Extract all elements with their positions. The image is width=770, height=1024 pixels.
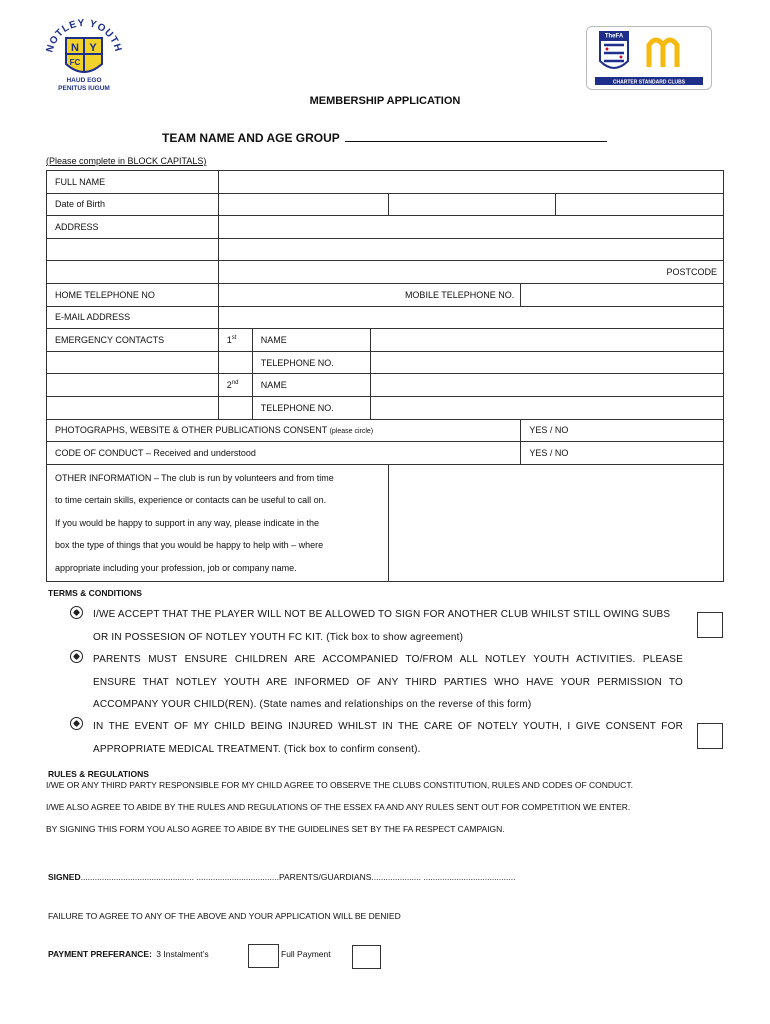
address-spacer-2 bbox=[47, 261, 219, 284]
football-bullet-icon bbox=[70, 650, 83, 663]
svg-text:NOTLEY YOUTH: NOTLEY YOUTH bbox=[44, 18, 124, 54]
block-capitals-note: (Please complete in BLOCK CAPITALS) bbox=[46, 156, 207, 166]
mobile-tel-label[interactable]: MOBILE TELEPHONE NO. bbox=[218, 283, 521, 306]
football-bullet-icon bbox=[70, 717, 83, 730]
term-3: IN THE EVENT OF MY CHILD BEING INJURED WHILST IN THE CARE OF NOTELY YOUTH, I GIVE CONSENT FOR APPROPRIATE MEDICAL TREATMENT. (Tick box to confirm consent). bbox=[93, 721, 683, 755]
signed-label: SIGNED bbox=[48, 872, 81, 882]
svg-text:N: N bbox=[71, 42, 79, 54]
dob-label: Date of Birth bbox=[47, 193, 219, 216]
first-contact-spacer bbox=[218, 351, 252, 374]
address-label: ADDRESS bbox=[47, 216, 219, 239]
other-information-input[interactable] bbox=[388, 464, 723, 582]
address-line-2[interactable] bbox=[218, 238, 723, 261]
team-label: TEAM NAME AND AGE GROUP bbox=[162, 131, 340, 145]
term-2: PARENTS MUST ENSURE CHILDREN ARE ACCOMPANIED TO/FROM ALL NOTLEY YOUTH ACTIVITIES. PLEASE ENSURE THAT NOTLEY YOUTH ARE INFORMED OF ANY THIRD PARTIES WHO HAVE YOUR PERMISSION TO ACCOMPANY YOUR CHILD(REN). (State names and relationships on the reverse of this form) bbox=[93, 654, 683, 710]
first-contact-marker: 1st bbox=[218, 329, 252, 352]
email-input[interactable] bbox=[218, 306, 723, 329]
second-tel-label: TELEPHONE NO. bbox=[252, 396, 370, 419]
second-name-label: NAME bbox=[252, 374, 370, 397]
photo-consent-yes-no[interactable]: YES / NO bbox=[521, 419, 724, 442]
first-name-input[interactable] bbox=[370, 329, 723, 352]
svg-text:Y: Y bbox=[89, 42, 97, 54]
emergency-spacer bbox=[47, 374, 219, 397]
payment-preference bbox=[48, 949, 209, 959]
svg-text:TheFA: TheFA bbox=[604, 33, 624, 40]
dob-month-input[interactable] bbox=[388, 193, 556, 216]
address-line-1[interactable] bbox=[218, 216, 723, 239]
fa-charter-standard-logo bbox=[586, 26, 712, 90]
rule-1: I/WE OR ANY THIRD PARTY RESPONSIBLE FOR MY CHILD AGREE TO OBSERVE THE CLUBS CONSTITUTION, RULES AND CODES OF CONDUCT. bbox=[46, 780, 633, 790]
code-of-conduct-yes-no[interactable]: YES / NO bbox=[521, 442, 724, 465]
parents-label: PARENTS/GUARDIANS bbox=[278, 872, 372, 882]
full-payment-label: Full Payment bbox=[281, 949, 331, 959]
rule-2: I/WE ALSO AGREE TO ABIDE BY THE RULES AND REGULATIONS OF THE ESSEX FA AND ANY RULES SENT OUT FOR COMPETITION WE ENTER. bbox=[46, 802, 631, 812]
svg-text:PENITUS IUGUM: PENITUS IUGUM bbox=[58, 85, 110, 92]
instalments-label: 3 Instalment’s bbox=[156, 949, 209, 959]
second-contact-spacer bbox=[218, 396, 252, 419]
second-tel-input[interactable] bbox=[370, 396, 723, 419]
full-name-input[interactable] bbox=[218, 171, 723, 194]
instalments-checkbox[interactable] bbox=[248, 944, 279, 968]
code-of-conduct-label: CODE OF CONDUCT – Received and understood bbox=[47, 442, 521, 465]
emergency-contacts-label: EMERGENCY CONTACTS bbox=[47, 329, 219, 352]
dob-year-input[interactable] bbox=[556, 193, 724, 216]
page-title: MEMBERSHIP APPLICATION bbox=[309, 95, 461, 107]
emergency-spacer bbox=[47, 351, 219, 374]
photo-consent-label: PHOTOGRAPHS, WEBSITE & OTHER PUBLICATIONS CONSENT (please circle) bbox=[47, 419, 521, 442]
mobile-tel-input[interactable] bbox=[521, 283, 724, 306]
football-bullet-icon bbox=[70, 606, 83, 619]
home-tel-label: HOME TELEPHONE NO bbox=[47, 283, 219, 306]
full-name-label: FULL NAME bbox=[47, 171, 219, 194]
team-name-line[interactable] bbox=[345, 131, 607, 142]
svg-text:FC: FC bbox=[69, 58, 81, 67]
term-1-checkbox[interactable] bbox=[697, 612, 723, 638]
payment-label: PAYMENT PREFERANCE: bbox=[48, 949, 152, 959]
term-1: I/WE ACCEPT THAT THE PLAYER WILL NOT BE ALLOWED TO SIGN FOR ANOTHER CLUB WHILST STILL OWING SUBS OR IN POSSESION OF NOTLEY YOUTH FC KIT. (Tick box to show agreement) bbox=[93, 609, 671, 643]
dob-day-input[interactable] bbox=[218, 193, 388, 216]
svg-text:HAUD EGO: HAUD EGO bbox=[66, 77, 102, 84]
failure-notice: FAILURE TO AGREE TO ANY OF THE ABOVE AND YOUR APPLICATION WILL BE DENIED bbox=[48, 911, 401, 921]
first-tel-label: TELEPHONE NO. bbox=[252, 351, 370, 374]
second-name-input[interactable] bbox=[370, 374, 723, 397]
team-name-field[interactable] bbox=[162, 131, 607, 145]
membership-form-table bbox=[46, 170, 724, 582]
emergency-spacer bbox=[47, 396, 219, 419]
terms-heading: TERMS & CONDITIONS bbox=[48, 588, 142, 598]
first-tel-input[interactable] bbox=[370, 351, 723, 374]
rules-heading: RULES & REGULATIONS bbox=[48, 769, 149, 779]
address-spacer bbox=[47, 238, 219, 261]
svg-text:CHARTER STANDARD CLUBS: CHARTER STANDARD CLUBS bbox=[612, 79, 686, 86]
notley-youth-logo bbox=[44, 18, 124, 94]
email-label: E-MAIL ADDRESS bbox=[47, 306, 219, 329]
second-contact-marker: 2nd bbox=[218, 374, 252, 397]
other-information-text: OTHER INFORMATION – The club is run by volunteers and from time to time certain skills, experience or contacts can be useful to call on. If you would be happy to support in any way, please indicate in the box the type of things that you would be happy to help with – where appropriate including your profession, job or company name. bbox=[47, 464, 389, 582]
term-3-checkbox[interactable] bbox=[697, 723, 723, 749]
signature-line[interactable]: SIGNED................................................ ...................................PARENTS/GUARDIANS..................... ....................................... bbox=[48, 872, 516, 882]
first-name-label: NAME bbox=[252, 329, 370, 352]
full-payment-checkbox[interactable] bbox=[352, 945, 381, 969]
rule-3: BY SIGNING THIS FORM YOU ALSO AGREE TO ABIDE BY THE GUIDELINES SET BY THE FA RESPECT CAMPAIGN. bbox=[46, 824, 505, 834]
postcode-label[interactable]: POSTCODE bbox=[218, 261, 723, 284]
